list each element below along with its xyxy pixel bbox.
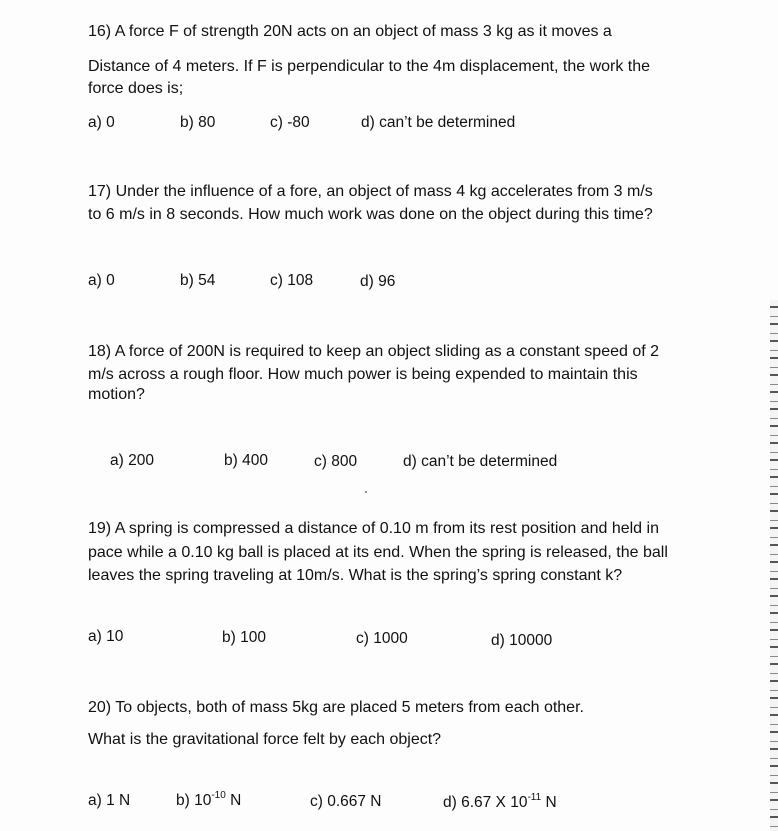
question-19-line-3: leaves the spring traveling at 10m/s. What is the spring’s spring constant k? xyxy=(88,567,623,584)
question-17-line-1: 17) Under the influence of a fore, an object of mass 4 kg accelerates from 3 m/s xyxy=(88,183,653,200)
q19-option-d: d) 10000 xyxy=(491,632,553,649)
q16-option-c: c) -80 xyxy=(270,114,310,131)
q17-option-d: d) 96 xyxy=(360,273,396,290)
q19-option-b: b) 100 xyxy=(222,629,266,646)
question-20-line-1: 20) To objects, both of mass 5kg are placed 5 meters from each other. xyxy=(88,699,584,716)
paper-speck xyxy=(365,491,367,493)
question-19-line-2: pace while a 0.10 kg ball is placed at its end. When the spring is released, the ball xyxy=(88,544,668,561)
q20-option-b-exponent: -10 xyxy=(211,790,226,801)
book-binding-edge xyxy=(770,300,778,831)
question-16-line-3: force does is; xyxy=(88,80,184,97)
q19-option-c: c) 1000 xyxy=(356,630,408,647)
q16-option-b: b) 80 xyxy=(180,114,216,131)
q16-option-a: a) 0 xyxy=(88,114,115,131)
question-19-line-1: 19) A spring is compressed a distance of 0.10 m from its rest position and held in xyxy=(88,520,659,537)
q17-option-b: b) 54 xyxy=(180,272,216,289)
q20-option-c: c) 0.667 N xyxy=(310,793,382,810)
q16-option-d: d) can’t be determined xyxy=(361,114,516,131)
q20-option-d-unit: N xyxy=(541,794,557,811)
q18-option-b: b) 400 xyxy=(224,452,268,469)
q20-option-d-exponent: -11 xyxy=(527,792,542,803)
q17-option-c: c) 108 xyxy=(270,272,314,289)
question-16-line-2: Distance of 4 meters. If F is perpendicular to the 4m displacement, the work the xyxy=(88,58,651,75)
question-18-line-1: 18) A force of 200N is required to keep an object sliding as a constant speed of 2 xyxy=(88,343,660,360)
q18-option-c: c) 800 xyxy=(314,453,358,470)
q20-option-b-base: b) 10 xyxy=(176,792,212,809)
q20-option-d xyxy=(443,794,557,812)
question-20-line-2: What is the gravitational force felt by each object? xyxy=(88,731,442,748)
question-17-line-2: to 6 m/s in 8 seconds. How much work was done on the object during this time? xyxy=(88,206,653,223)
q18-option-d: d) can’t be determined xyxy=(403,453,558,470)
question-18-line-3: motion? xyxy=(88,386,145,403)
q20-option-b xyxy=(176,792,241,810)
q20-option-a: a) 1 N xyxy=(88,792,131,809)
question-16-line-1: 16) A force F of strength 20N acts on an object of mass 3 kg as it moves a xyxy=(88,23,612,40)
q20-option-b-unit: N xyxy=(225,792,242,809)
q19-option-a: a) 10 xyxy=(88,628,124,645)
question-18-line-2: m/s across a rough floor. How much power is being expended to maintain this xyxy=(88,366,638,383)
q18-option-a: a) 200 xyxy=(110,452,154,469)
q20-option-d-base: d) 6.67 X 10 xyxy=(443,794,528,811)
q17-option-a: a) 0 xyxy=(88,272,115,289)
